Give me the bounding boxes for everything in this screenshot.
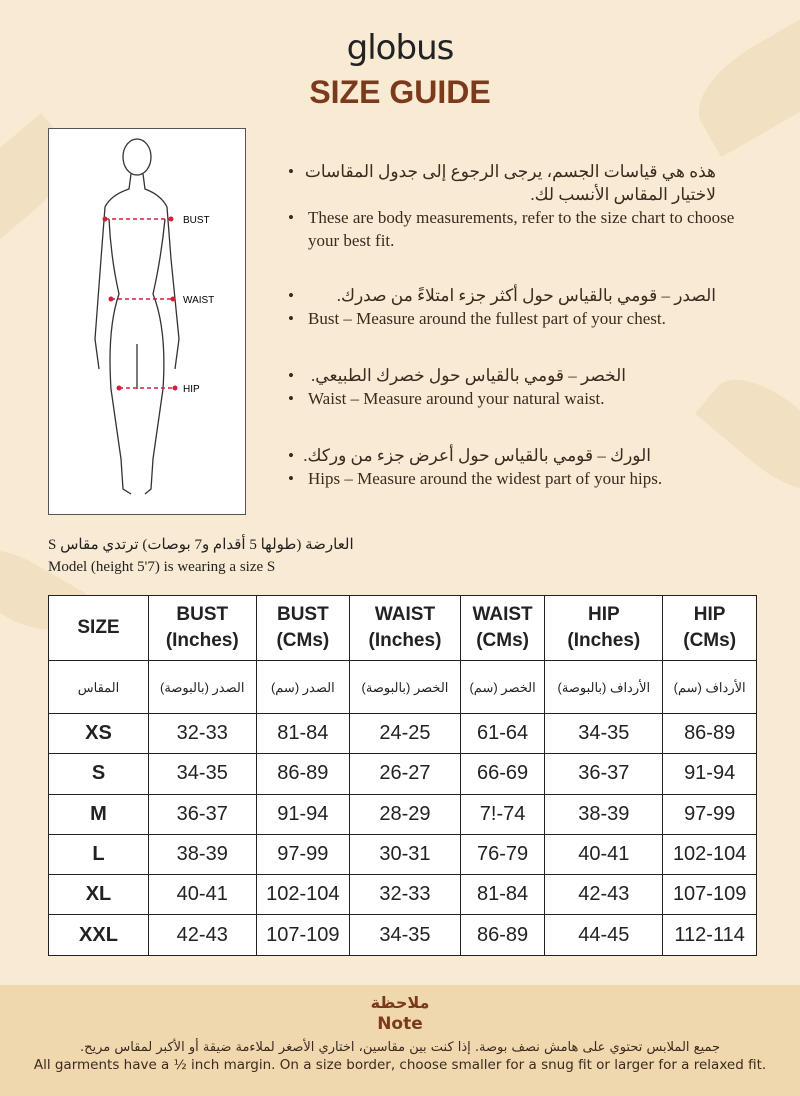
table-cell: 107-109 bbox=[663, 875, 757, 915]
size-chart-table bbox=[48, 595, 757, 956]
table-cell: 86-89 bbox=[663, 714, 757, 754]
model-info-ar: العارضة (طولها 5 أقدام و7 بوصات) ترتدي مقاس S bbox=[48, 537, 354, 553]
column-header bbox=[149, 596, 257, 661]
table-cell: 26-27 bbox=[350, 754, 461, 794]
instruction-group bbox=[286, 444, 746, 490]
instruction-en: • Bust – Measure around the fullest part of your chest. bbox=[286, 307, 746, 330]
table-cell: 42-43 bbox=[545, 875, 663, 915]
instruction-group bbox=[286, 364, 746, 410]
table-cell: 107-109 bbox=[256, 915, 350, 955]
column-header-ar: الصدر (بالبوصة) bbox=[149, 661, 257, 714]
table-row bbox=[49, 794, 757, 834]
column-header bbox=[350, 596, 461, 661]
instruction-en: • These are body measurements, refer to the size chart to choose your best fit. bbox=[286, 206, 746, 252]
table-cell: 86-89 bbox=[460, 915, 545, 955]
column-header bbox=[49, 596, 149, 661]
instruction-group bbox=[286, 160, 746, 252]
header-line: HIP bbox=[588, 604, 620, 625]
table-cell: 102-104 bbox=[256, 875, 350, 915]
header-line: HIP bbox=[693, 604, 726, 625]
header-unit: (CMs) bbox=[276, 630, 330, 651]
table-cell: 38-39 bbox=[149, 834, 257, 874]
column-header-ar: الأرداف (سم) bbox=[663, 661, 757, 714]
table-cell: 7!-74 bbox=[460, 794, 545, 834]
size-cell: XL bbox=[49, 875, 149, 915]
header-row-ar bbox=[49, 661, 757, 714]
instruction-ar: • هذه هي قياسات الجسم، يرجى الرجوع إلى جدول المقاسات لاختيار المقاس الأنسب لك. bbox=[286, 160, 716, 206]
instruction-en: • Waist – Measure around your natural waist. bbox=[286, 387, 746, 410]
header-line: SIZE bbox=[77, 617, 120, 638]
table-cell: 44-45 bbox=[545, 915, 663, 955]
table-cell: 32-33 bbox=[350, 875, 461, 915]
note-title-en: Note bbox=[377, 1014, 423, 1034]
table-cell: 86-89 bbox=[256, 754, 350, 794]
header-unit: (Inches) bbox=[368, 630, 442, 651]
table-cell: 112-114 bbox=[663, 915, 757, 955]
table-cell: 32-33 bbox=[149, 714, 257, 754]
table-cell: 81-84 bbox=[256, 714, 350, 754]
hip-label: HIP bbox=[183, 384, 200, 395]
table-row bbox=[49, 915, 757, 955]
table-cell: 42-43 bbox=[149, 915, 257, 955]
table-cell: 36-37 bbox=[545, 754, 663, 794]
table-cell: 40-41 bbox=[545, 834, 663, 874]
note-title-ar: ملاحظة bbox=[370, 993, 430, 1012]
instructions-list bbox=[286, 160, 746, 522]
instruction-ar: • الورك – قومي بالقياس حول أعرض جزء من وركك. bbox=[286, 444, 651, 467]
header-line: BUST bbox=[276, 604, 329, 625]
size-cell: XXL bbox=[49, 915, 149, 955]
table-cell: 34-35 bbox=[545, 714, 663, 754]
waist-label: WAIST bbox=[183, 295, 215, 306]
column-header-ar: الصدر (سم) bbox=[256, 661, 350, 714]
table-cell: 38-39 bbox=[545, 794, 663, 834]
header-line: WAIST bbox=[472, 604, 533, 625]
size-cell: XS bbox=[49, 714, 149, 754]
header-line: WAIST bbox=[374, 604, 436, 625]
table-cell: 36-37 bbox=[149, 794, 257, 834]
table-cell: 34-35 bbox=[149, 754, 257, 794]
table-cell: 30-31 bbox=[350, 834, 461, 874]
table-row bbox=[49, 754, 757, 794]
table-cell: 34-35 bbox=[350, 915, 461, 955]
table-cell: 102-104 bbox=[663, 834, 757, 874]
table-cell: 61-64 bbox=[460, 714, 545, 754]
column-header-ar: الخصر (سم) bbox=[460, 661, 545, 714]
instruction-ar: • الصدر – قومي بالقياس حول أكثر جزء امتلاءً من صدرك. bbox=[286, 284, 716, 307]
page-title: SIZE GUIDE bbox=[309, 74, 491, 110]
table-cell: 97-99 bbox=[256, 834, 350, 874]
table-cell: 91-94 bbox=[663, 754, 757, 794]
model-info bbox=[48, 534, 354, 578]
column-header bbox=[460, 596, 545, 661]
model-info-en: Model (height 5'7) is wearing a size S bbox=[48, 559, 276, 575]
table-cell: 81-84 bbox=[460, 875, 545, 915]
note-section bbox=[0, 985, 800, 1096]
column-header bbox=[256, 596, 350, 661]
header-line: BUST bbox=[176, 604, 229, 625]
bust-label: BUST bbox=[183, 215, 210, 226]
column-header-ar: الأرداف (بالبوصة) bbox=[545, 661, 663, 714]
size-cell: M bbox=[49, 794, 149, 834]
header-unit: (Inches) bbox=[165, 630, 239, 651]
table-cell: 40-41 bbox=[149, 875, 257, 915]
column-header-ar: المقاس bbox=[49, 661, 149, 714]
column-header bbox=[545, 596, 663, 661]
size-cell: L bbox=[49, 834, 149, 874]
table-cell: 24-25 bbox=[350, 714, 461, 754]
header-unit: (CMs) bbox=[683, 630, 737, 651]
table-cell: 66-69 bbox=[460, 754, 545, 794]
header-row bbox=[49, 596, 757, 661]
brand-logo: globus bbox=[346, 28, 454, 68]
header-unit: (CMs) bbox=[476, 630, 529, 651]
table-cell: 28-29 bbox=[350, 794, 461, 834]
column-header bbox=[663, 596, 757, 661]
table-row bbox=[49, 834, 757, 874]
body-measurement-figure bbox=[48, 128, 246, 515]
instruction-ar: • الخصر – قومي بالقياس حول خصرك الطبيعي. bbox=[286, 364, 626, 387]
header-unit: (Inches) bbox=[567, 630, 641, 651]
column-header-ar: الخصر (بالبوصة) bbox=[350, 661, 461, 714]
instruction-en: • Hips – Measure around the widest part of your hips. bbox=[286, 467, 746, 490]
note-text-ar: جميع الملابس تحتوي على هامش نصف بوصة. إذا كنت بين مقاسين، اختاري الأصغر لملاءمة ضيقة أو الأكبر لمقاس مريح. bbox=[79, 1040, 721, 1055]
table-cell: 91-94 bbox=[256, 794, 350, 834]
note-text-en: All garments have a ½ inch margin. On a size border, choose smaller for a snug fit or larger for a relaxed fit. bbox=[33, 1057, 767, 1073]
table-row bbox=[49, 714, 757, 754]
table-row bbox=[49, 875, 757, 915]
instruction-group bbox=[286, 284, 746, 330]
table-cell: 76-79 bbox=[460, 834, 545, 874]
table-cell: 97-99 bbox=[663, 794, 757, 834]
size-cell: S bbox=[49, 754, 149, 794]
